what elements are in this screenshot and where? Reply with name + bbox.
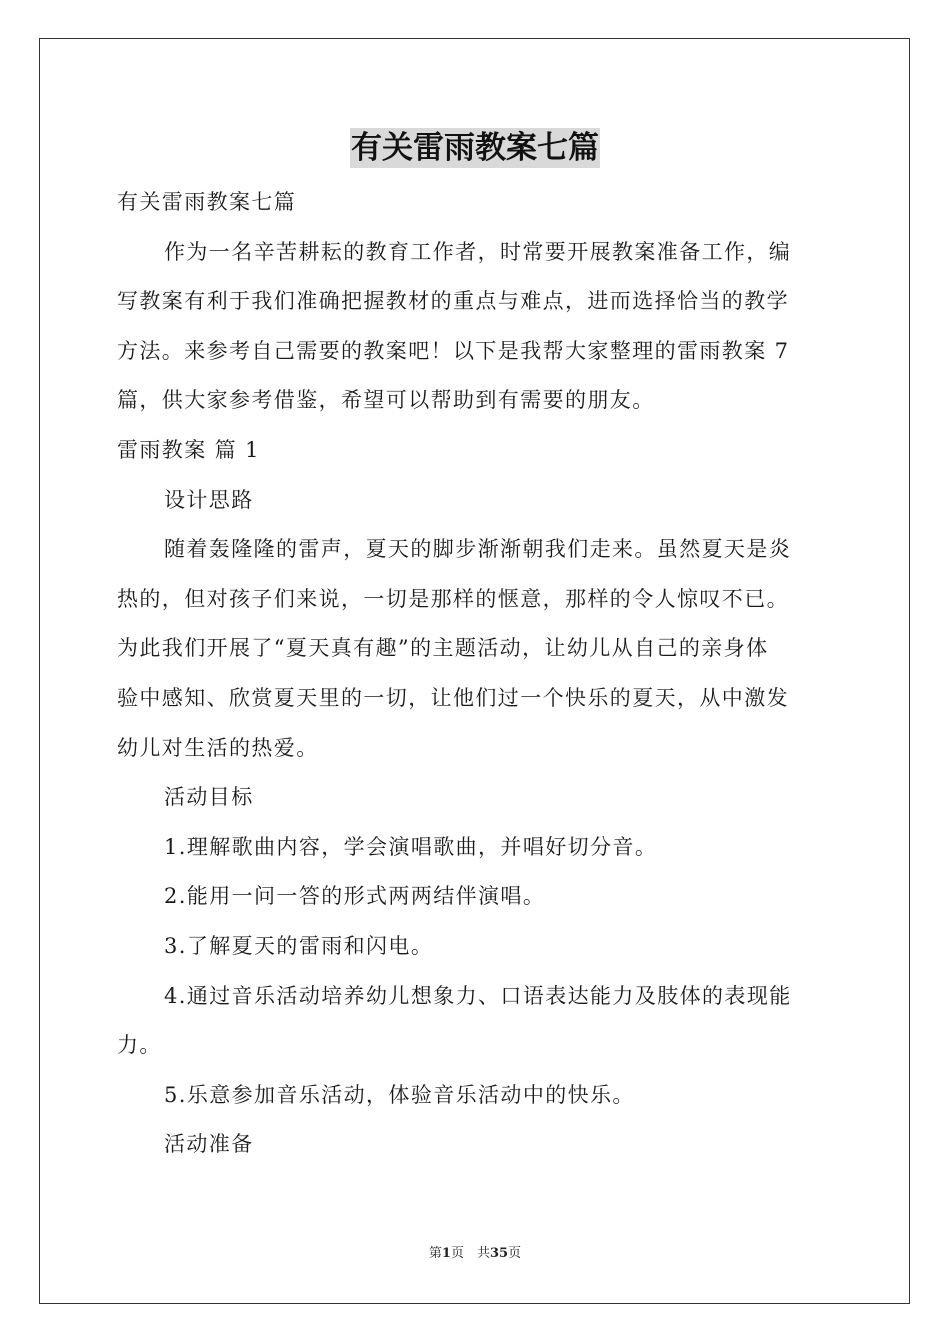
footer-prefix: 第 bbox=[428, 1246, 442, 1261]
text-line: 雷雨教案 篇 1 bbox=[117, 437, 260, 462]
footer-page-number: 1 bbox=[441, 1246, 451, 1261]
text-line: 活动目标 bbox=[164, 785, 254, 810]
footer-mid: 页 共 bbox=[450, 1246, 490, 1261]
text-line: 幼儿对生活的热爱。 bbox=[117, 735, 319, 760]
text-line: 作为一名辛苦耕耘的教育工作者，时常要开展教案准备工作，编 bbox=[164, 239, 792, 264]
text-line: 力。 bbox=[117, 1033, 162, 1058]
text-line: 篇，供大家参考借鉴，希望可以帮助到有需要的朋友。 bbox=[117, 388, 655, 413]
footer-total-pages: 35 bbox=[489, 1246, 509, 1261]
text-line: 活动准备 bbox=[164, 1132, 254, 1157]
text-line: 2.能用一问一答的形式两两结伴演唱。 bbox=[164, 884, 546, 909]
text-line: 1.理解歌曲内容，学会演唱歌曲，并唱好切分音。 bbox=[164, 834, 658, 859]
text-line: 设计思路 bbox=[164, 487, 254, 512]
text-line: 有关雷雨教案七篇 bbox=[117, 190, 297, 214]
text-line: 写教案有利于我们准确把握教材的重点与难点，进而选择恰当的教学 bbox=[117, 289, 789, 314]
text-line: 随着轰隆隆的雷声，夏天的脚步渐渐朝我们走来。虽然夏天是炎 bbox=[164, 537, 792, 562]
page-footer bbox=[0, 1244, 950, 1264]
text-line: 为此我们开展了“夏天真有趣”的主题活动，让幼儿从自己的亲身体 bbox=[117, 636, 769, 661]
text-line: 5.乐意参加音乐活动，体验音乐活动中的快乐。 bbox=[164, 1082, 635, 1107]
footer-suffix: 页 bbox=[508, 1246, 522, 1261]
text-line: 3.了解夏天的雷雨和闪电。 bbox=[164, 933, 434, 958]
text-line: 4.通过音乐活动培养幼儿想象力、口语表达能力及肢体的表现能 bbox=[164, 983, 792, 1008]
document-body bbox=[117, 178, 833, 1170]
text-line: 方法。来参考自己需要的教案吧！以下是我帮大家整理的雷雨教案 7 bbox=[117, 338, 790, 363]
text-line: 热的，但对孩子们来说，一切是那样的惬意，那样的令人惊叹不已。 bbox=[117, 586, 789, 611]
document-title: 有关雷雨教案七篇 bbox=[351, 130, 599, 166]
text-line: 验中感知、欣赏夏天里的一切，让他们过一个快乐的夏天，从中激发 bbox=[117, 685, 789, 710]
title-container bbox=[0, 128, 950, 168]
